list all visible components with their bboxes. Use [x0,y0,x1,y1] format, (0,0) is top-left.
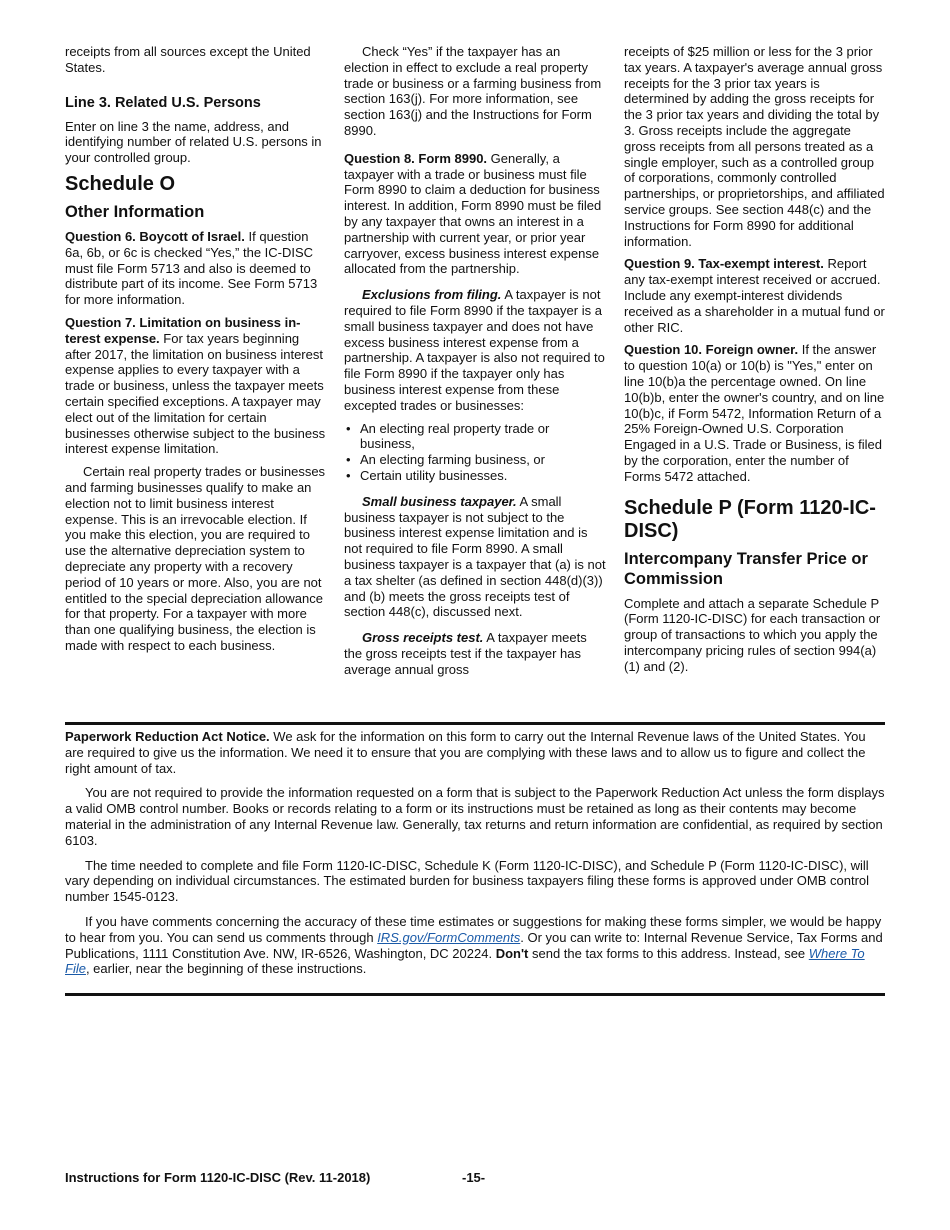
notice-text-4a: If you have comments concerning the accuracy of these time estimates or suggestions for making these forms simpler, we would be happy to hear from you. You can send us comments through [65,913,882,945]
small-business-paragraph [344,494,606,620]
q7-paragraph [65,315,327,457]
gross-receipts-text: A taxpayer meets the gross receipts test if the taxpayer has average annual gross [344,630,587,677]
small-business-label: Small business taxpayer. [362,493,517,509]
small-business-text: A small business taxpayer is not subject to the business interest expense limitation and is not required to file Form 8990. A small business taxpayer is a taxpayer that (a) is not a tax shelter (as defined in section 448(d)(3)) and (b) meets the gross receipts test of section 448(c), discussed next. [344,493,606,620]
q10-paragraph [624,342,886,484]
q8-label: Question 8. Form 8990. [344,150,488,166]
q10-label: Question 10. Foreign owner. [624,342,799,358]
gross-receipts-label: Gross receipts test. [362,630,484,646]
excepted-businesses-list [344,421,606,484]
column-2 [344,44,606,684]
q7-paragraph-2: Certain real property trades or businesses and farming businesses qualify to make an election not to limit business interest expense. This is an irrevocable election. If you make this election, you are required to use the alternative depreciation system to depreciate any property with a recovery period of 10 years or more. Also, you are not entitled to the special depreciation allowance for that property. For a taxpayer with more than one qualifying business, the election is made with respect to each business. [65,464,326,653]
q8-text: Generally, a taxpayer with a trade or business must file Form 8990 to claim a deduction for business interest. In addition, Form 8990 must be filed by any taxpayer that owns an interest in a partnership with current year, or prior year carryover, excess business interest expense allocated from the partnership. [344,150,602,277]
schedule-p-text: Complete and attach a separate Schedule P (Form 1120-IC-DISC) for each transaction or group of transactions to which you apply the intercompany pricing rules of section 994(a)(1) and (2). [624,595,881,674]
q7-label: Question 7. Limitation on business in-terest expense. [65,314,301,346]
q6-label: Question 6. Boycott of Israel. [65,228,245,244]
q8-paragraph [344,151,606,277]
line3-heading: Line 3. Related U.S. Persons [65,94,261,111]
notice-paragraph-1 [65,729,885,776]
schedule-o-title: Schedule O [65,172,176,195]
divider [65,722,885,725]
column-3 [624,44,886,682]
gross-receipts-paragraph [344,630,606,677]
list-item: • Certain utility businesses. [344,468,606,484]
exclusions-paragraph [344,287,606,413]
form-comments-link[interactable]: IRS.gov/FormComments [377,929,521,945]
q6-paragraph [65,229,327,308]
notice-paragraph-2: You are not required to provide the information requested on a form that is subject to the Paperwork Reduction Act unless the form displays a valid OMB control number. Books or records relating to a form or its instructions must be retained as long as their contents may become material in the administration of any Internal Revenue law. Generally, tax returns and return information are confidential, as required by section 6103. [65,785,885,848]
notice-text-1: We ask for the information on this form to carry out the Internal Revenue laws of the United States. You are required to give us the information. We need it to ensure that you are complying with these laws and to allow us to figure and collect the right amount of tax. [65,729,866,776]
continued-text: receipts of $25 million or less for the 3 prior tax years. A taxpayer's average annual gross receipts for the 3 prior tax years is determined by adding the gross receipts for the 3 prior tax years and dividing the total by 3. Gross receipts include the aggregate gross receipts from all persons treated as a single employer, such as a controlled group of corporations, commonly controlled partnerships, or proprietorships, and affiliated service groups. See section 448(c) and the Instructions for Form 8990 for additional information. [624,44,885,249]
q10-text: If the answer to question 10(a) or 10(b) is "Yes," enter on line 10(b)a the percentage owned. On line 10(b)b, enter the owner's country, and on line 10(b)c, if Form 5472, Information Return of a 25% Foreign-Owned U.S. Corporation Engaged in a U.S. Trade or Business, is filed by the corporation, enter the number of Forms 5472 attached. [624,342,885,484]
q6-text: If question 6a, 6b, or 6c is checked “Yes,” the IC-DISC must file Form 5713 and also is deemed to distribute part of its income. See Form 5713 for more information. [65,228,318,308]
notice-label: Paperwork Reduction Act Notice. [65,729,270,744]
notice-paragraph-4 [65,914,885,977]
q9-label: Question 9. Tax-exempt interest. [624,256,824,272]
intercompany-title: Intercompany Transfer Price or Commission [624,549,868,588]
where-to-file-link[interactable]: Where To File [65,945,865,977]
list-item: • An electing real property trade or business, [344,421,606,453]
q9-text: Report any tax-exempt interest received or accrued. Include any exempt-interest dividends received as a shareholder in a mutual fund or other RIC. [624,256,885,335]
exclusions-text: A taxpayer is not required to file Form 8990 if the taxpayer is a small business taxpayer and does not have excess business interest expense from a partnership. A taxpayer is also not required to file Form 8990 if the taxpayer only has business interest expense from these excepted trades or businesses: [344,287,605,413]
footer-doc-title: Instructions for Form 1120-IC-DISC (Rev. 11-2018) [65,1170,371,1185]
q9-paragraph [624,256,886,335]
divider [65,993,885,996]
page-number: -15- [462,1170,486,1185]
exclusions-label: Exclusions from filing. [362,287,502,303]
notice-text-4d: , earlier, near the beginning of these instructions. [85,961,367,977]
notice-text-4b: . Or you can write to: Internal Revenue Service, Tax Forms and Publications, 1111 Constitution Ave. NW, IR-6526, Washington, DC 20224. [65,929,883,961]
notice-paragraph-3: The time needed to complete and file Form 1120-IC-DISC, Schedule K (Form 1120-IC-DISC), and Schedule P (Form 1120-IC-DISC), will vary depending on individual circumstances. The estimated burden for business taxpayers filing these forms is approved under OMB control number 1545-0123. [65,857,870,905]
notice-text-4c: send the tax forms to this address. Instead, see [528,945,809,961]
notice-dont: Don't [495,945,529,961]
other-info-title: Other Information [65,202,205,221]
list-item: • An electing farming business, or [344,452,606,468]
line3-text: Enter on line 3 the name, address, and identifying number of related U.S. persons in your controlled group. [65,118,322,166]
q7-text: For tax years beginning after 2017, the limitation on business interest expense applies to every taxpayer with a trade or business, unless the taxpayer meets certain specified exceptions. A taxpayer may elect out of the limitation for certain businesses otherwise subject to the business interest expense limitation. [65,330,326,457]
check-yes-text: Check “Yes” if the taxpayer has an election in effect to exclude a real property trade or business or a farming business from section 163(j). For more information, see section 163(j) and the Instructions for Form 8990. [344,44,602,138]
paperwork-notice [65,729,885,984]
column-1 [65,44,327,661]
schedule-p-title: Schedule P (Form 1120-IC-DISC) [624,496,876,542]
continued-text: receipts from all sources except the United States. [65,44,311,75]
